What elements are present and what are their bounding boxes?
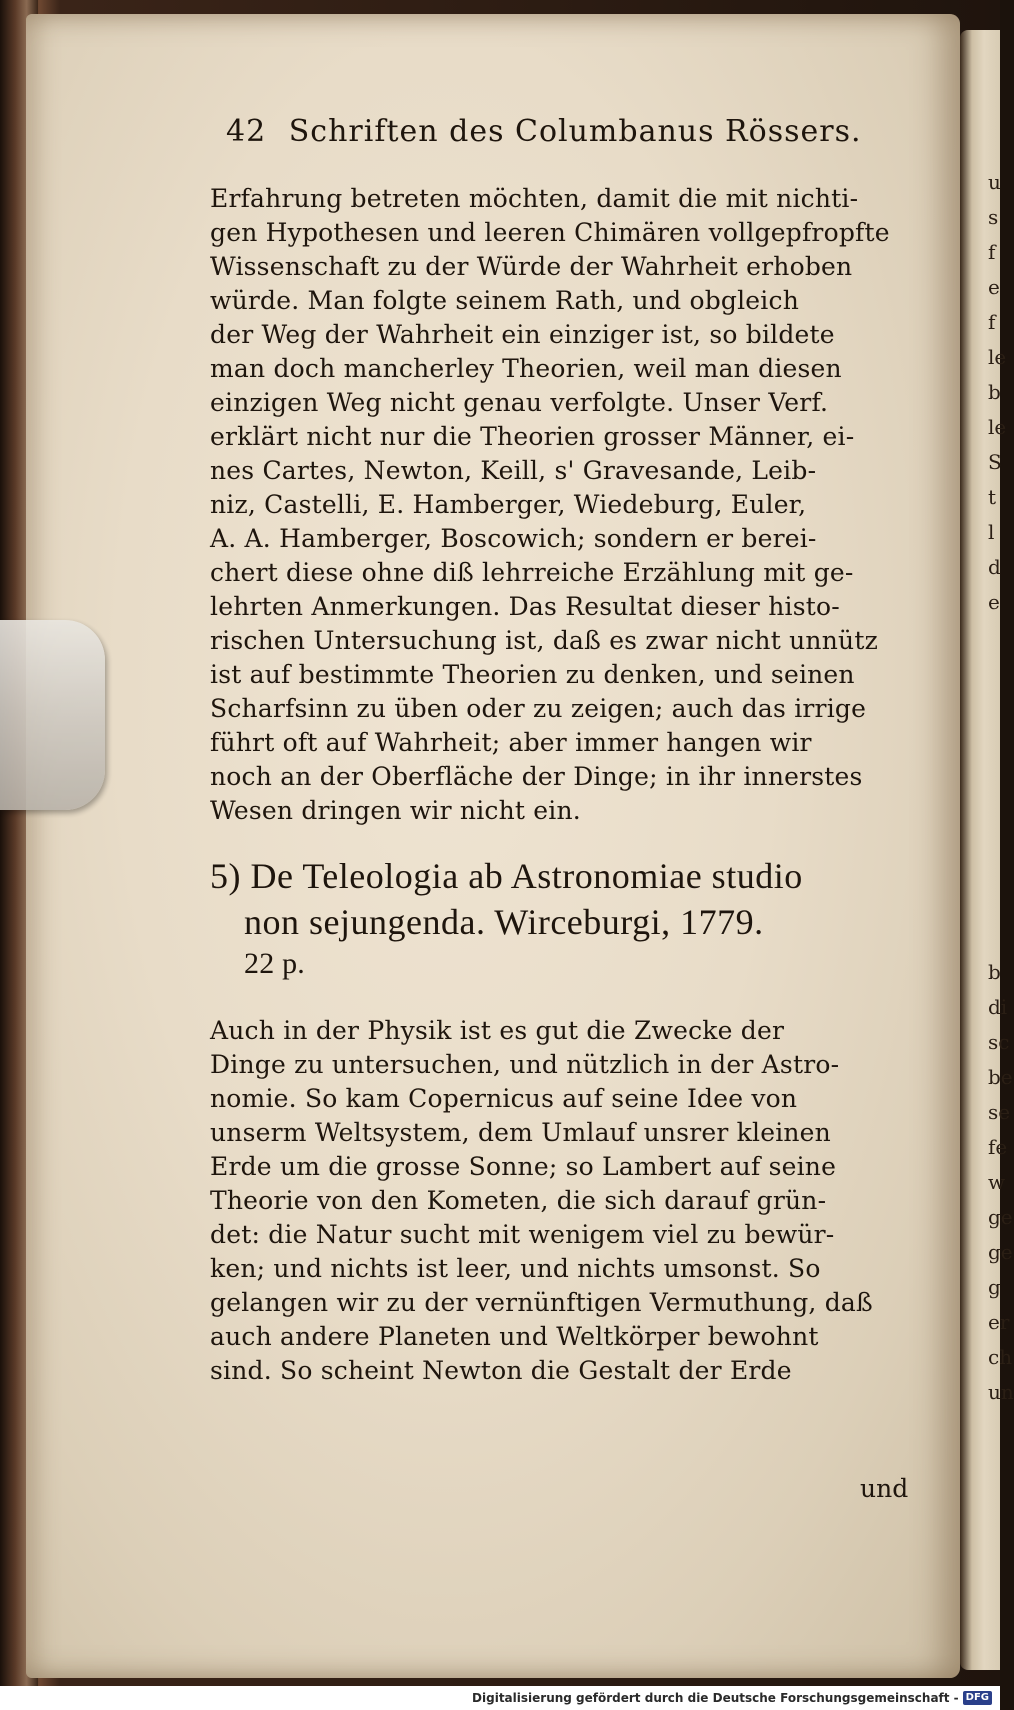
body-line: Dinge zu untersuchen, und nützlich in der Astro- [210,1050,840,1079]
body-line: einzigen Weg nicht genau verfolgte. Unser Verf. [210,388,829,417]
entry-title-line-1: 5) De Teleologia ab Astronomiae studio [210,856,803,896]
running-header [226,114,886,149]
facing-page-fragment: w [988,1170,1006,1194]
body-line: det: die Natur sucht mit wenigem viel zu bewür- [210,1220,835,1249]
body-line: niz, Castelli, E. Hamberger, Wiedeburg, Euler, [210,490,807,519]
facing-page-fragment: er [988,1310,1010,1334]
facing-page-fragment: l [988,520,995,544]
body-line: lehrten Anmerkungen. Das Resultat dieser histo- [210,592,840,621]
body-line: der Weg der Wahrheit ein einziger ist, so bildete [210,320,835,349]
catchword: und [860,1474,909,1503]
entry-title-line-2: non sejungenda. Wirceburgi, 1779. [244,902,764,942]
body-line: rischen Untersuchung ist, daß es zwar nicht unnütz [210,626,878,655]
facing-page-fragment: d [988,555,1001,579]
facing-page-fragment: b [988,960,1001,984]
body-line: Erde um die grosse Sonne; so Lambert auf seine [210,1152,837,1181]
facing-page-fragment: ch [988,1345,1013,1369]
body-line: chert diese ohne diß lehrreiche Erzählung mit ge- [210,558,854,587]
body-line: man doch mancherley Theorien, weil man diesen [210,354,842,383]
page-clip [0,620,105,810]
body-line: Wesen dringen wir nicht ein. [210,796,581,825]
body-line: gelangen wir zu der vernünftigen Vermuthung, daß [210,1288,873,1317]
facing-page-fragment: sc [988,1030,1010,1054]
facing-page-fragment: be [988,1065,1013,1089]
body-line: Scharfsinn zu üben oder zu zeigen; auch das irrige [210,694,867,723]
facing-page-fragment: g [988,1275,1001,1299]
facing-page-fragment: le [988,345,1007,369]
body-line: nes Cartes, Newton, Keill, s' Gravesande, Leib- [210,456,817,485]
facing-page-fragment: f [988,310,996,334]
facing-page-fragment: b [988,380,1001,404]
digitization-credit: Digitalisierung gefördert durch die Deutsche Forschungsgemeinschaft - [472,1691,959,1705]
body-line: Erfahrung betreten möchten, damit die mit nichti- [210,184,859,213]
facing-page-fragment: le [988,415,1007,439]
facing-page-fragment: se [988,1100,1011,1124]
book-page [26,14,960,1678]
running-title: Schriften des Columbanus Rössers. [288,114,862,149]
body-line: führt oft auf Wahrheit; aber immer hangen wir [210,728,812,757]
body-line: A. A. Hamberger, Boscowich; sondern er berei- [210,524,817,553]
facing-page-fragment: S [988,450,1002,474]
body-line: sind. So scheint Newton die Gestalt der Erde [210,1356,792,1385]
body-line: ist auf bestimmte Theorien zu denken, und seinen [210,660,855,689]
facing-page-fragment: ge [988,1240,1013,1264]
facing-page-fragment: e [988,590,1000,614]
body-line: erklärt nicht nur die Theorien grosser Männer, ei- [210,422,855,451]
footer-bar [0,1686,1000,1710]
body-line: Auch in der Physik ist es gut die Zwecke der [210,1016,785,1045]
facing-page-fragment: un [988,1380,1014,1404]
body-line: nomie. So kam Copernicus auf seine Idee von [210,1084,798,1113]
body-line: noch an der Oberfläche der Dinge; in ihr innerstes [210,762,863,791]
body-line: gen Hypothesen und leeren Chimären vollgepfropfte [210,218,890,247]
body-line: Wissenschaft zu der Würde der Wahrheit erhoben [210,252,853,281]
body-line: auch andere Planeten und Weltkörper bewohnt [210,1322,819,1351]
facing-page-fragment: t [988,485,997,509]
facing-page-fragment: s [988,205,999,229]
facing-page-fragment: ge [988,1205,1013,1229]
entry-pages: 22 p. [244,947,305,980]
facing-page-fragment: fe [988,1135,1008,1159]
body-line: Theorie von den Kometen, die sich darauf grün- [210,1186,827,1215]
page-number: 42 [226,114,267,149]
dfg-logo: DFG [963,1691,992,1705]
body-line: unserm Weltsystem, dem Umlauf unsrer kleinen [210,1118,831,1147]
facing-page-fragment: e [988,275,1000,299]
facing-page-fragment: f [988,240,996,264]
body-line: würde. Man folgte seinem Rath, und obgleich [210,286,799,315]
page-text [26,14,960,1678]
facing-page-fragment: u [988,170,1001,194]
facing-page-fragment: di [988,995,1008,1019]
body-line: ken; und nichts ist leer, und nichts umsonst. So [210,1254,821,1283]
